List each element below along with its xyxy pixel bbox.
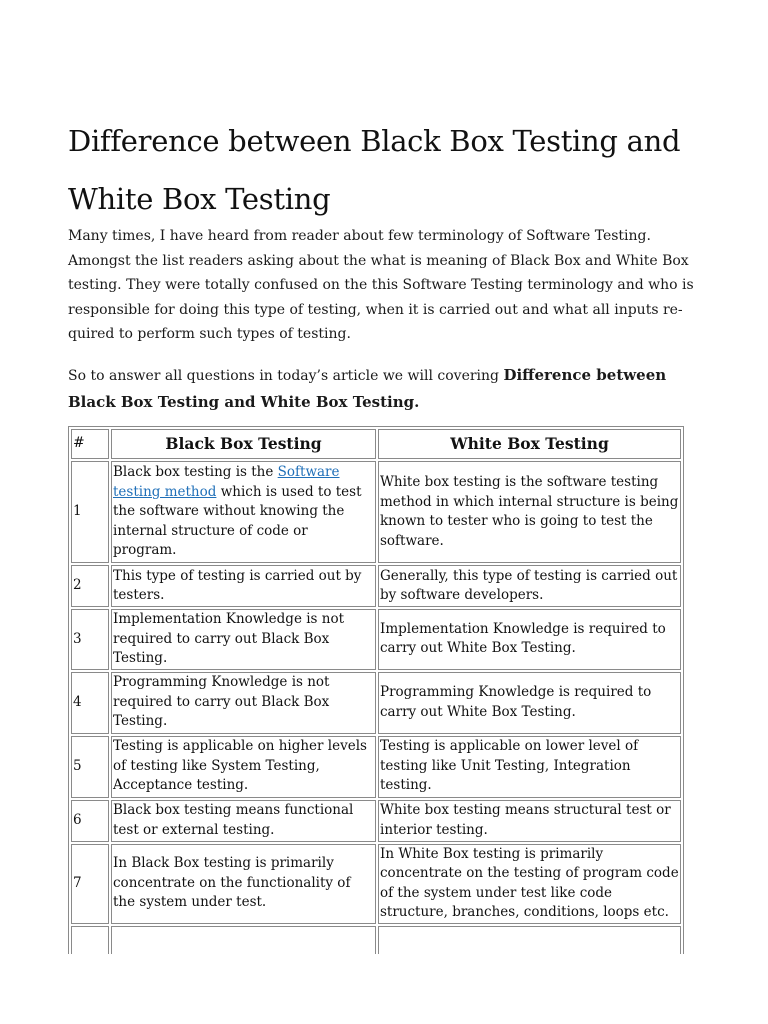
white-box-cell-empty: [378, 926, 681, 955]
black-box-cell: [111, 461, 376, 563]
table-row: [71, 736, 681, 798]
row-number: 5: [71, 736, 109, 798]
white-box-cell: White box testing means structural test or interior testing.: [378, 800, 681, 842]
table-row: [71, 461, 681, 563]
header-black-box: Black Box Testing: [111, 429, 376, 459]
row-number: 1: [71, 461, 109, 563]
row-number: 6: [71, 800, 109, 842]
white-box-cell: White box testing is the software testing method in which internal structure is being known to tester who is going to test the software.: [378, 461, 681, 563]
comparison-table-container: [68, 426, 684, 954]
black-box-text: Black box testing is the: [113, 464, 278, 481]
black-box-cell: This type of testing is carried out by testers.: [111, 565, 376, 607]
row-number: 3: [71, 609, 109, 670]
table-row: [71, 672, 681, 734]
table-row: [71, 800, 681, 842]
white-box-cell: Implementation Knowledge is required to carry out White Box Testing.: [378, 609, 681, 670]
white-box-cell: In White Box testing is primarily concentrate on the testing of program code of the system under test like code structure, branches, conditions, loops etc.: [378, 844, 681, 924]
row-number-empty: [71, 926, 109, 955]
black-box-cell: Black box testing means functional test or external testing.: [111, 800, 376, 842]
white-box-cell: Testing is applicable on lower level of testing like Unit Testing, Integration testing.: [378, 736, 681, 798]
answer-paragraph: [68, 362, 698, 416]
table-row: [71, 609, 681, 670]
white-box-cell: Generally, this type of testing is carried out by software developers.: [378, 565, 681, 607]
black-box-cell: Testing is applicable on higher levels of testing like System Testing, Acceptance testing.: [111, 736, 376, 798]
intro-paragraph: Many times, I have heard from reader about few terminology of Software Testing. Amongst the list readers asking about the what is meaning of Black Box and White Box testing. They were totally confused on the this Software Testing terminology and who is responsible for doing this type of testing, when it is carried out and what all inputs re-quired to perform such types of testing.: [68, 228, 694, 342]
black-box-text-cont: which is used to test the software without knowing the internal structure of code or program.: [113, 483, 362, 559]
header-num: #: [71, 429, 109, 459]
row-number: 7: [71, 844, 109, 924]
black-box-cell: Programming Knowledge is not required to carry out Black Box Testing.: [111, 672, 376, 734]
comparison-table: [68, 426, 684, 954]
table-header-row: [71, 429, 681, 459]
row-number: 4: [71, 672, 109, 734]
row-number: 2: [71, 565, 109, 607]
answer-text: So to answer all questions in today’s article we will covering: [68, 368, 504, 384]
page-title: Difference between Black Box Testing and White Box Testing: [68, 124, 681, 216]
black-box-cell-empty: [111, 926, 376, 955]
white-box-cell: Programming Knowledge is required to carry out White Box Testing.: [378, 672, 681, 734]
table-row: [71, 844, 681, 924]
table-row-partial: [71, 926, 681, 955]
black-box-cell: Implementation Knowledge is not required to carry out Black Box Testing.: [111, 609, 376, 670]
answer-bold-text: Difference between Black Box Testing and White Box Testing.: [68, 366, 667, 411]
black-box-cell: In Black Box testing is primarily concentrate on the functionality of the system under test.: [111, 844, 376, 924]
header-white-box: White Box Testing: [378, 429, 681, 459]
table-row: [71, 565, 681, 607]
software-testing-method-link[interactable]: Software testing method: [113, 464, 340, 500]
